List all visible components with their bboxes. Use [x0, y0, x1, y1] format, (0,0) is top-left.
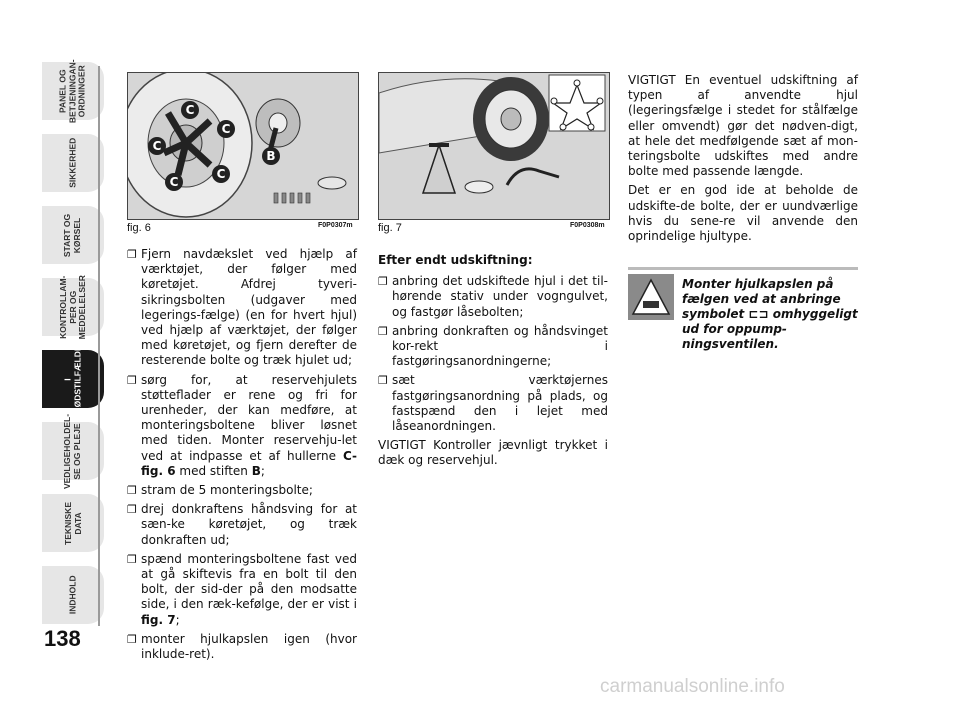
section-heading: Efter endt udskiftning:: [378, 253, 533, 267]
watermark: carmanualsonline.info: [600, 676, 785, 697]
bullet-item: [127, 552, 357, 628]
warning-icon: [628, 274, 674, 320]
tab-kontrollamper[interactable]: [42, 274, 104, 340]
checkbox-bullet-icon: ❐: [378, 324, 388, 338]
checkbox-bullet-icon: ❐: [127, 503, 137, 517]
text-run: med stiften: [175, 463, 252, 478]
bullet-text: [392, 274, 608, 320]
bullet-text: [141, 632, 357, 662]
text-run: anbring donkraften og håndsvinget kor-rekt i fastgøringsanordningerne;: [392, 323, 608, 369]
figure-6: [127, 72, 359, 220]
tab-tekniske-data[interactable]: [42, 494, 104, 552]
text-run: monter hjulkapslen igen (hvor inklude-ret).: [141, 631, 357, 662]
tab-label: PANEL OG BETJENINGAN- ORDNINGER: [57, 59, 87, 123]
text-run: ;: [175, 612, 180, 627]
bold-reference: C-fig. 6: [141, 448, 357, 478]
checkbox-bullet-icon: ❐: [127, 552, 137, 566]
checkbox-bullet-icon: ❐: [127, 248, 137, 261]
marker-c-1: C: [181, 101, 199, 119]
text-run: sørg for, at reservehjulets støtteflader er rene og fri for urenheder, der kan medføre, at monteringsboltene bliver løsnet med tiden. Monter reservehju-let ved at indpasse et af hullerne: [141, 372, 357, 463]
marker-c-3: C: [148, 137, 166, 155]
bullet-text: [141, 552, 357, 628]
figure-7: [378, 72, 610, 220]
bullet-item: [127, 483, 357, 498]
bullet-text: [141, 502, 357, 548]
bullet-item: [378, 274, 608, 320]
bullet-item: [127, 632, 357, 662]
jack-and-wheel-illustration: [379, 73, 609, 219]
bullet-text: [392, 324, 608, 370]
tab-start[interactable]: [42, 206, 104, 264]
hubcap-warning: Monter hjulkapslen på fælgen ved at anbringe symbolet ⊏⊐ omhyggeligt ud for oppump-ningsventilen.: [682, 277, 858, 351]
tab-label: TEKNISKE DATA: [62, 501, 82, 545]
text-run: drej donkraftens håndsving for at sæn-ke køretøjet, og træk donkraften ud;: [141, 502, 357, 547]
bullet-item: [127, 247, 357, 369]
tab-label: VEDLIGEHOLDEL- SE OG PLEJE: [62, 413, 82, 489]
tab-panel[interactable]: [42, 59, 104, 123]
tab-label: I NØDSTILFÆLDE: [62, 345, 82, 413]
after-change-list: [378, 274, 608, 434]
figure-6-label: fig. 6: [127, 222, 151, 234]
tab-indhold[interactable]: [42, 566, 104, 624]
text-run: spænd monteringsboltene fast ved at gå skiftevis fra en bolt til den bolt, der sid-der på den modsatte side, i den ræk-kefølge, der er vist i: [141, 551, 357, 612]
column-2-after-change: [378, 253, 608, 473]
text-run: stram de 5 monteringsbolte;: [141, 483, 313, 498]
marker-c-4: C: [212, 165, 230, 183]
checkbox-bullet-icon: ❐: [378, 374, 388, 388]
text-run: Fjern navdækslet ved hjælp af værktøjet, der følger med køretøjet. Afdrej tyveri-sikringsbolten (udgaver med legerings-fælge) (en for hvert hjul) ved hjælp af værktøjet, der følger med køretøjet, og fjern derefter de resterende bolte og træk hjulet ud;: [141, 247, 357, 368]
bullet-item: [127, 502, 357, 548]
tire-pressure-note: VIGTIGT Kontroller jævnligt trykket i dæk og reservehjul.: [378, 438, 608, 468]
bullet-text: [392, 373, 608, 434]
checkbox-bullet-icon: ❐: [127, 373, 137, 387]
checkbox-bullet-icon: ❐: [378, 275, 388, 289]
tab-label: SIKKERHED: [67, 137, 78, 189]
figure-7-code: F0P0308m: [570, 222, 605, 229]
warning-triangle-icon: [631, 277, 671, 317]
figure-7-label: fig. 7: [378, 222, 402, 234]
column-1-instructions: [127, 247, 357, 666]
checkbox-bullet-icon: ❐: [127, 632, 137, 646]
wheel-type-note: VIGTIGT En eventuel udskiftning af typen af anvendte hjul (legeringsfælge i stedet for stålfælge eller omvendt) gør det nødven-digt, at hele det medfølgende sæt af mon-teringsbolte udskiftes med andre bolte med passende længde.: [628, 73, 858, 179]
bullet-item: [378, 324, 608, 370]
keep-bolts-note: Det er en god ide at beholde de udskifte-de bolte, der er uundværlige hvis du sene-re vil anvende den oprindelige hjultype.: [628, 183, 858, 244]
tab-vedligeholdelse[interactable]: [42, 413, 104, 489]
bold-reference: B: [251, 463, 261, 478]
bullet-text: [141, 483, 357, 498]
bold-reference: fig. 7: [141, 612, 176, 627]
page-number: 138: [44, 626, 81, 651]
text-run: anbring det udskiftede hjul i det til-hørende stativ under vogngulvet, og fastgør låsebolten;: [392, 274, 608, 319]
bullet-text: [141, 373, 357, 479]
tab-nodstilfaelde[interactable]: [42, 345, 104, 413]
tab-label: INDHOLD: [67, 575, 78, 615]
tab-label: START OG KØRSEL: [62, 213, 82, 257]
column-3-notes: [628, 73, 858, 248]
bullet-item: [127, 373, 357, 479]
tab-divider: [98, 66, 100, 626]
bullet-text: [141, 247, 357, 369]
checkbox-bullet-icon: ❐: [127, 484, 137, 498]
bullet-item: [378, 373, 608, 434]
text-run: ;: [260, 463, 265, 478]
marker-b: B: [262, 147, 280, 165]
text-run: sæt værktøjernes fastgøringsanordning på plads, og fastspænd den i lejet med låseanordningen.: [392, 373, 608, 434]
marker-c-5: C: [165, 173, 183, 191]
tab-label: KONTROLLAM- PER OG MEDDELELSER: [57, 274, 87, 340]
warning-divider: [628, 267, 858, 270]
tab-sikkerhed[interactable]: [42, 134, 104, 192]
figure-6-code: F0P0307m: [318, 222, 353, 229]
marker-c-2: C: [217, 120, 235, 138]
